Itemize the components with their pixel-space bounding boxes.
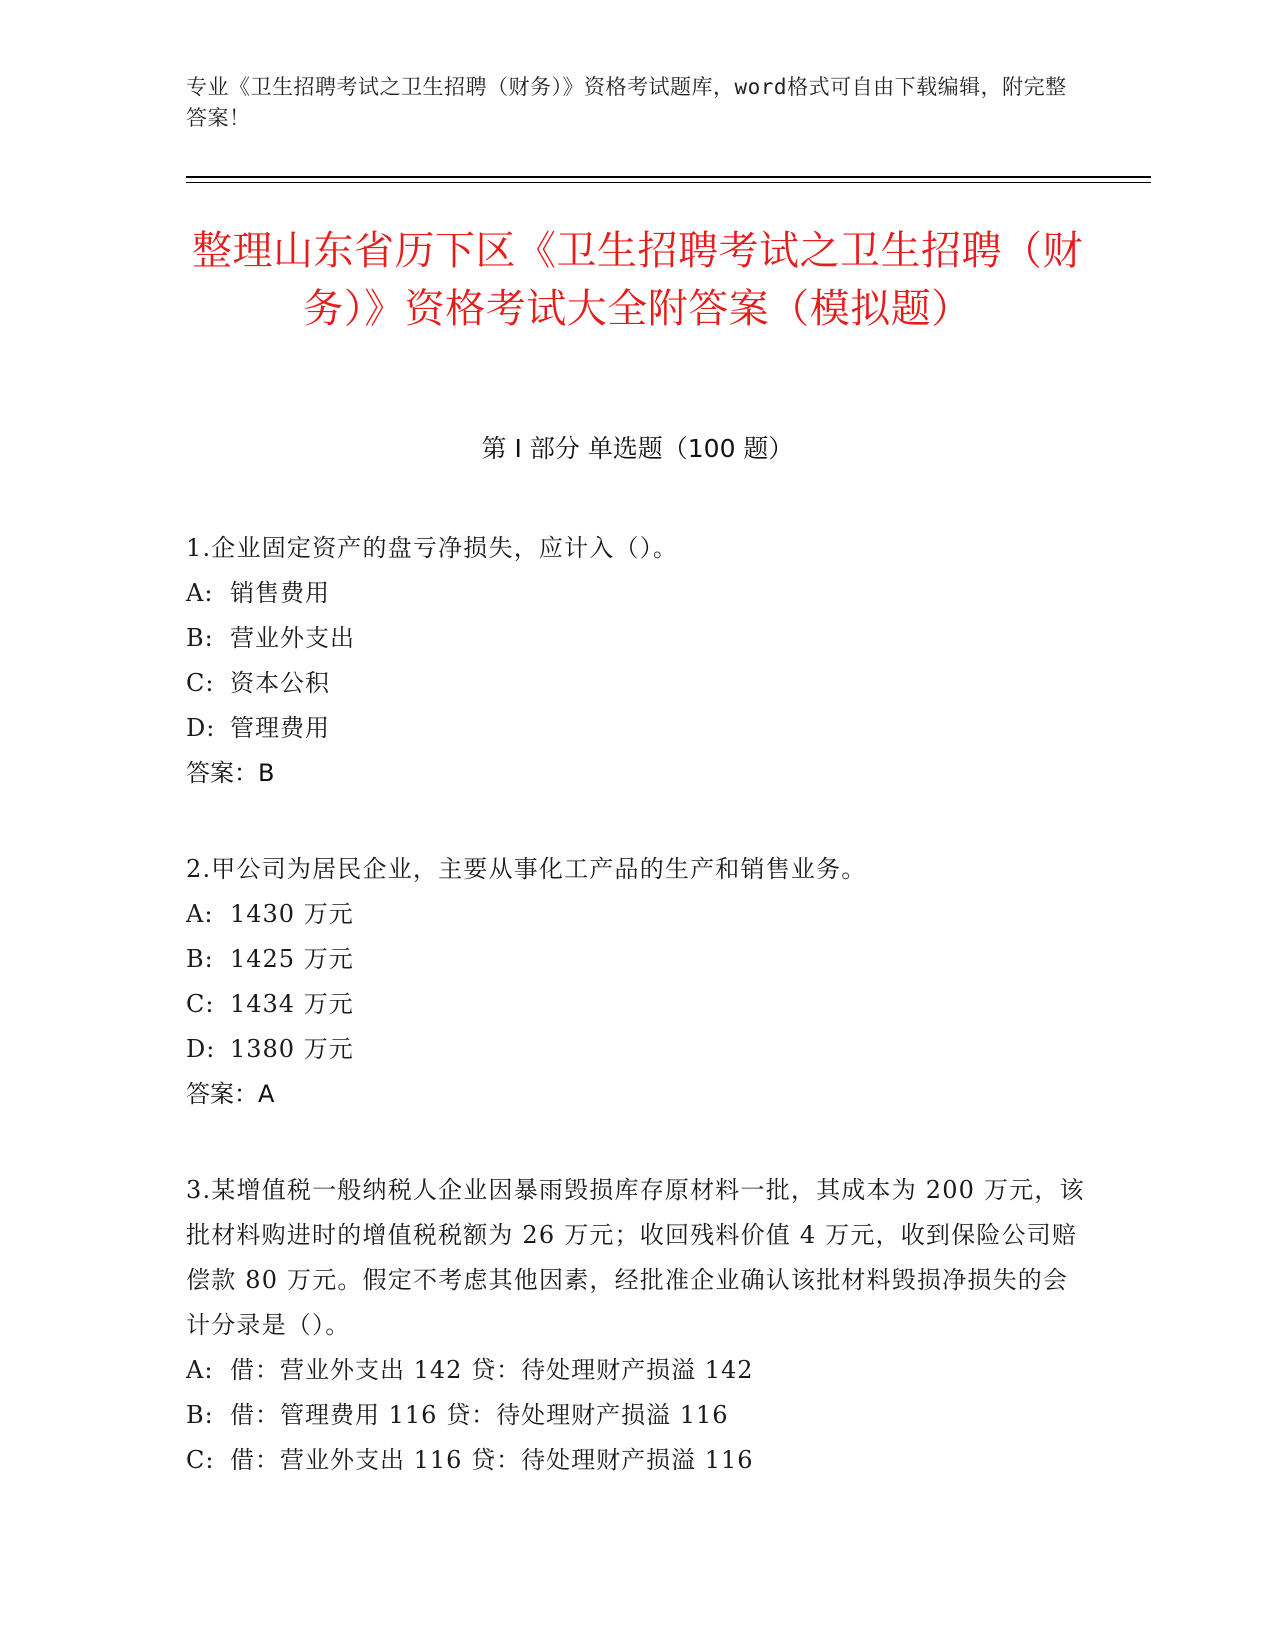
option-a: [186, 1348, 1086, 1393]
option-text: 资本公积: [230, 669, 330, 697]
option-d: [186, 1027, 1086, 1072]
option-key: A:: [186, 579, 214, 607]
option-a: [186, 892, 1086, 937]
option-d: [186, 706, 1086, 751]
header-divider-thick: [186, 176, 1151, 178]
option-c: [186, 1438, 1086, 1483]
option-key: B:: [186, 945, 214, 973]
option-key: D:: [186, 714, 216, 742]
option-a: [186, 571, 1086, 616]
option-key: A:: [186, 1356, 214, 1384]
question-2: [186, 847, 1086, 1117]
question-3: [186, 1168, 1086, 1483]
question-stem: 3.某增值税一般纳税人企业因暴雨毁损库存原材料一批，其成本为 200 万元，该批材料购进时的增值税税额为 26 万元；收回残料价值 4 万元，收到保险公司赔偿款 80 万元。假定不考虑其他因素，经批准企业确认该批材料毁损净损失的会计分录是（）。: [186, 1176, 1085, 1339]
option-key: A:: [186, 900, 214, 928]
option-text: 借：管理费用 116 贷：待处理财产损溢 116: [230, 1401, 729, 1429]
option-key: C:: [186, 1446, 215, 1474]
option-b: [186, 937, 1086, 982]
answer: 答案：A: [186, 1080, 275, 1108]
section-heading: 第 I 部分 单选题（100 题）: [481, 434, 794, 463]
option-text: 1425 万元: [230, 945, 354, 973]
option-key: C:: [186, 669, 215, 697]
option-key: D:: [186, 1035, 216, 1063]
question-list: [186, 526, 1086, 1534]
option-text: 1434 万元: [230, 990, 354, 1018]
document-title: 整理山东省历下区《卫生招聘考试之卫生招聘（财务）》资格考试大全附答案（模拟题）: [192, 228, 1083, 332]
option-text: 销售费用: [230, 579, 330, 607]
option-b: [186, 616, 1086, 661]
question-stem: 1.企业固定资产的盘亏净损失，应计入（）。: [186, 534, 679, 562]
option-text: 借：营业外支出 116 贷：待处理财产损溢 116: [230, 1446, 754, 1474]
option-c: [186, 982, 1086, 1027]
question-1: [186, 526, 1086, 796]
option-b: [186, 1393, 1086, 1438]
option-text: 借：营业外支出 142 贷：待处理财产损溢 142: [230, 1356, 754, 1384]
option-text: 营业外支出: [230, 624, 355, 652]
question-stem: 2.甲公司为居民企业，主要从事化工产品的生产和销售业务。: [186, 855, 867, 883]
option-text: 管理费用: [230, 714, 330, 742]
answer: 答案：B: [186, 759, 275, 787]
header-note: 专业《卫生招聘考试之卫生招聘（财务）》资格考试题库，word格式可自由下载编辑，附完整答案！: [186, 75, 1067, 130]
option-key: B:: [186, 624, 214, 652]
option-key: C:: [186, 990, 215, 1018]
option-text: 1430 万元: [230, 900, 354, 928]
option-c: [186, 661, 1086, 706]
header-divider-thin: [186, 182, 1151, 183]
option-text: 1380 万元: [230, 1035, 354, 1063]
option-key: B:: [186, 1401, 214, 1429]
